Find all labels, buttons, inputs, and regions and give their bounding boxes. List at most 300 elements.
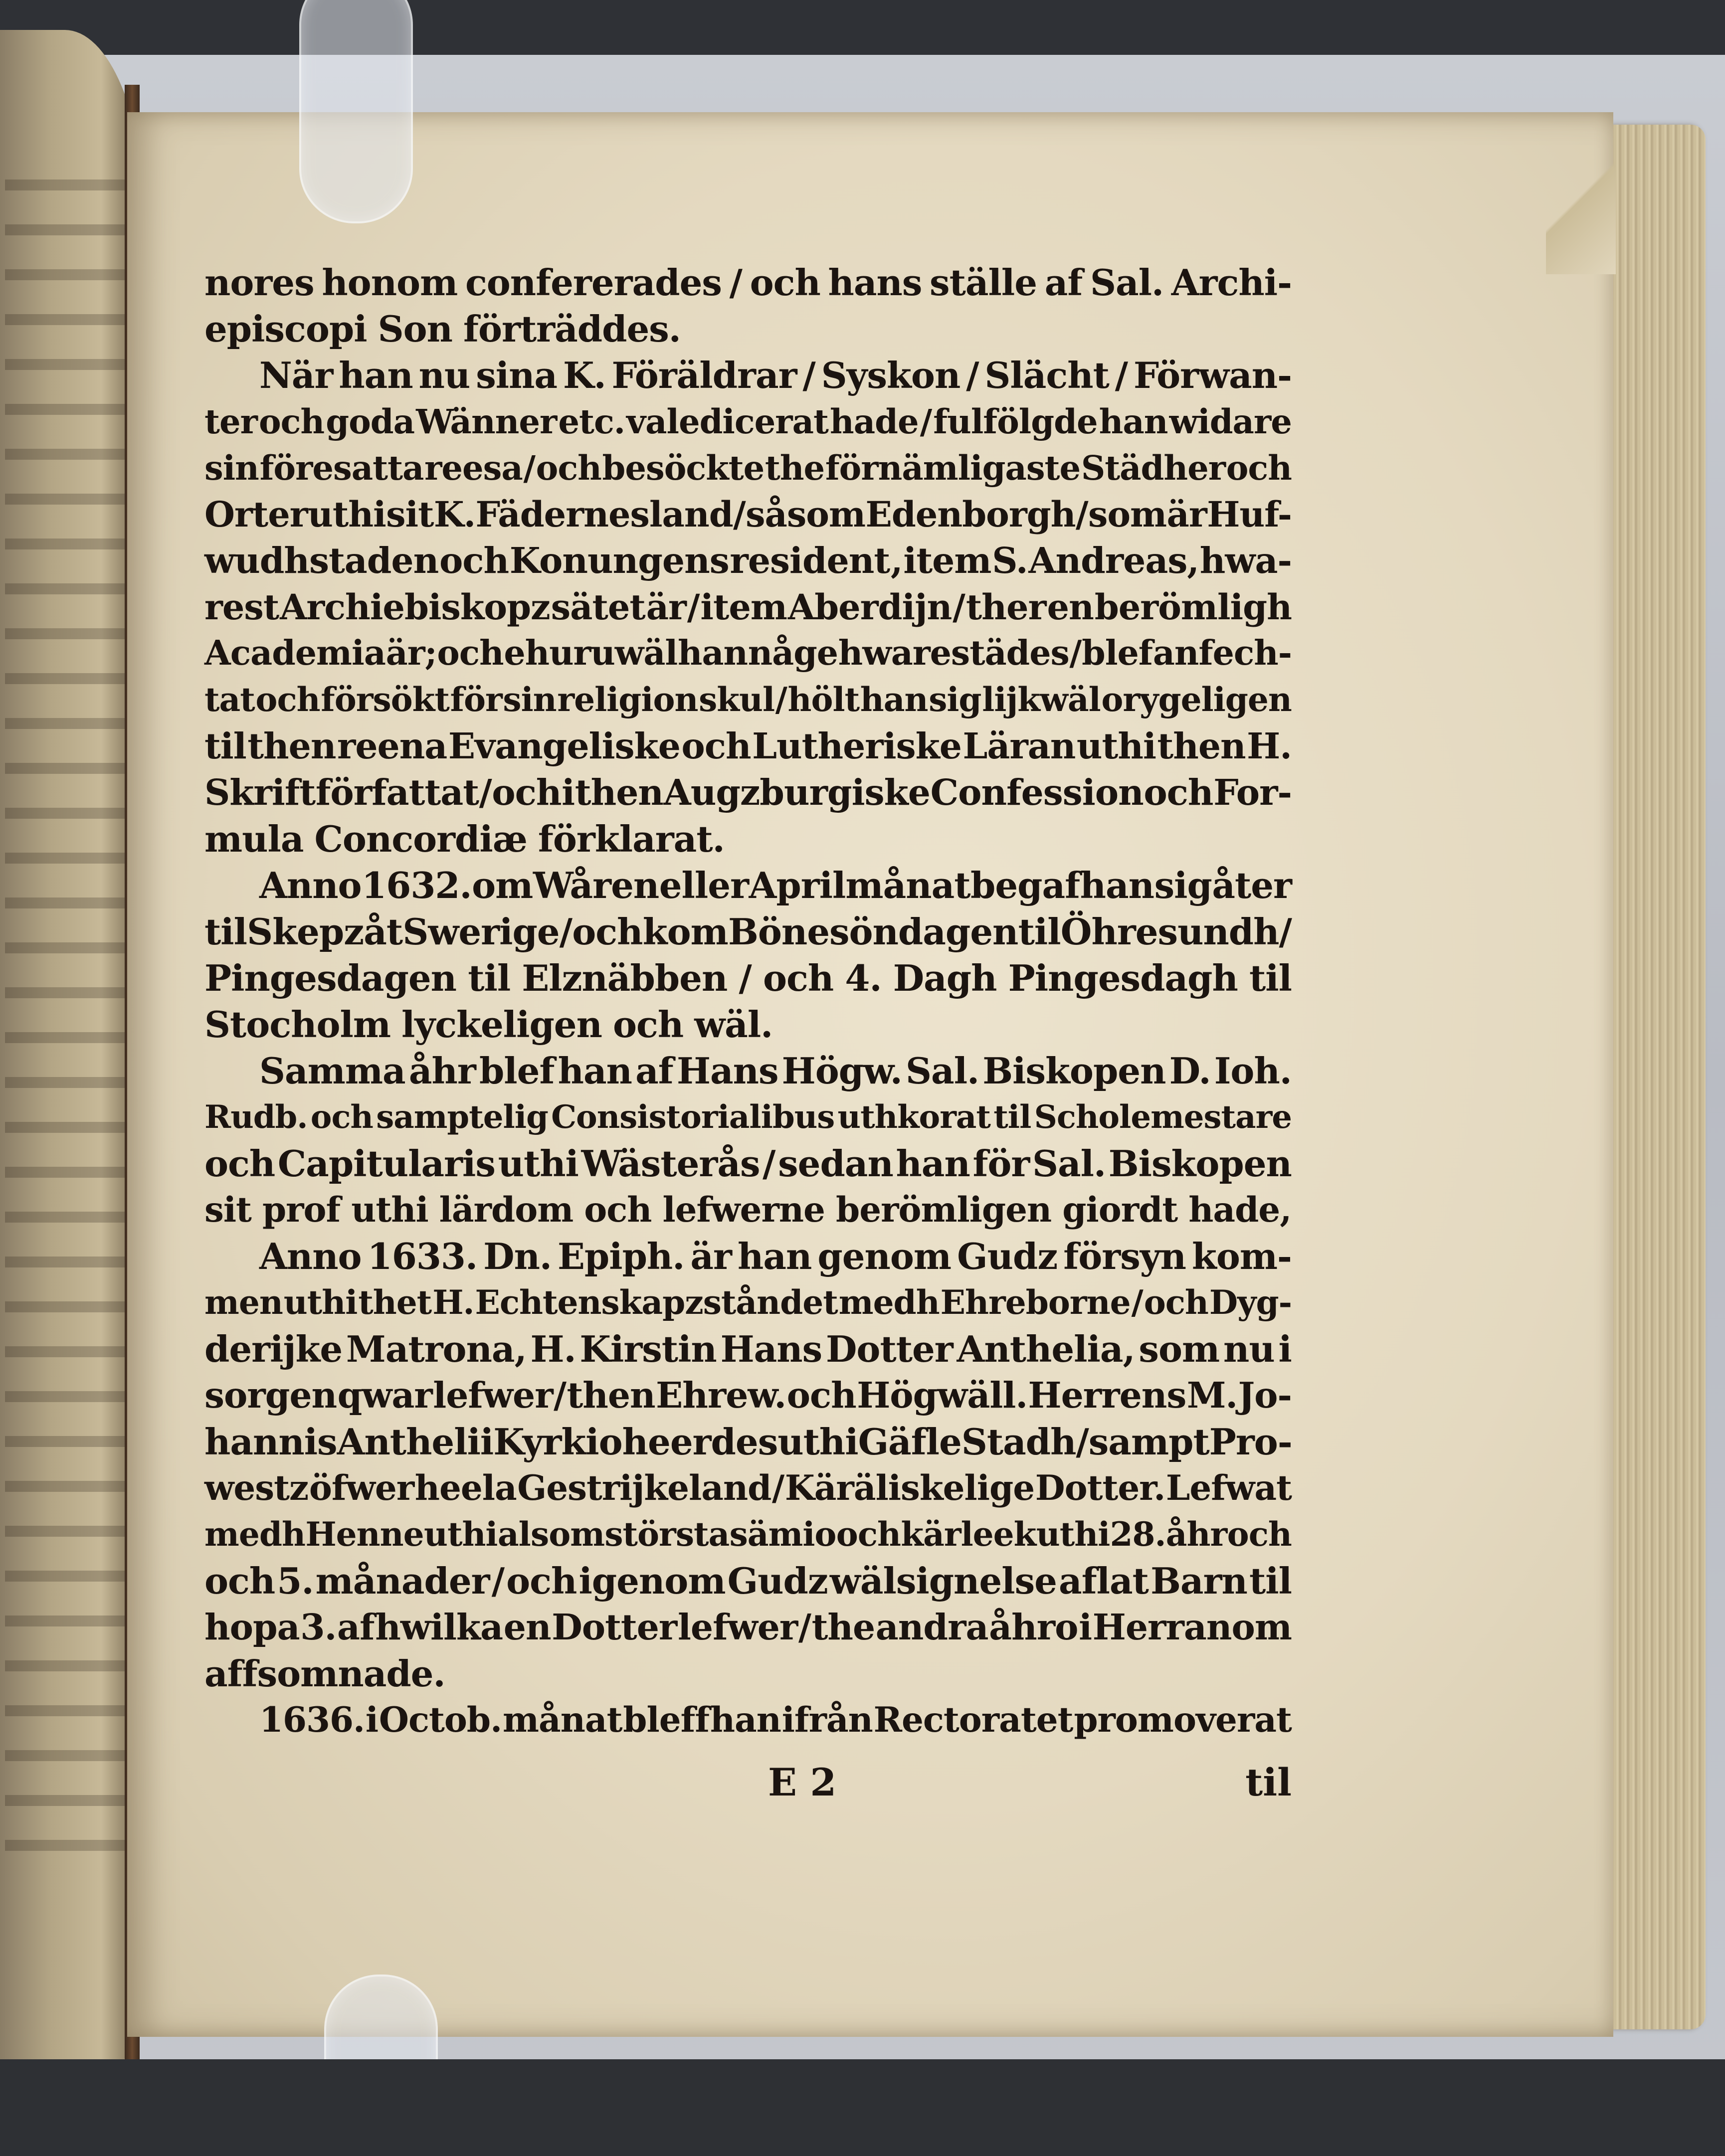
word: och <box>492 771 562 813</box>
word: eller <box>659 864 749 906</box>
word: han <box>738 1235 812 1277</box>
word: hannis <box>204 1421 337 1463</box>
text-line <box>204 352 1292 398</box>
word: Kirstin <box>579 1328 717 1370</box>
word: sampt <box>1088 1421 1209 1463</box>
word: Dn. <box>483 1235 552 1277</box>
word: / <box>523 448 535 488</box>
word: item <box>903 539 991 581</box>
word: för <box>450 680 502 719</box>
word: episcopi <box>204 308 367 350</box>
word: hopa <box>204 1606 300 1648</box>
word: Dotter <box>825 1328 953 1370</box>
word: widare <box>1169 402 1292 441</box>
word: Pingesdagh <box>1008 957 1238 999</box>
word: reesa <box>424 448 523 488</box>
word: blef <box>1082 633 1153 673</box>
word: Barn <box>1150 1560 1247 1602</box>
word: Sal. <box>1032 1142 1106 1185</box>
word: H. <box>1247 725 1292 767</box>
text-line <box>204 677 1292 723</box>
word: 4. <box>845 957 882 999</box>
word: kom <box>642 910 728 953</box>
text-line <box>204 1604 1292 1650</box>
word: han <box>558 1050 632 1092</box>
word: uthi <box>308 494 386 535</box>
word: , <box>890 539 903 581</box>
word: Fädernesland <box>475 494 733 535</box>
word: samptelig <box>376 1098 548 1136</box>
word: / <box>1279 910 1292 953</box>
word: han <box>1080 864 1154 906</box>
word: sina <box>476 354 558 396</box>
word: prof <box>262 1190 341 1230</box>
word: uthi <box>1076 725 1156 767</box>
word: och <box>1226 448 1292 488</box>
word: Biskopen <box>1108 1142 1292 1185</box>
text-line <box>204 445 1292 491</box>
word: hölt <box>787 680 860 719</box>
word: hade, <box>1188 1190 1292 1230</box>
word: 28. <box>1110 1515 1166 1554</box>
word: hwilka <box>375 1606 503 1648</box>
word: H. <box>530 1328 576 1370</box>
word: Ehreborne <box>940 1283 1131 1322</box>
word: Rectoratet <box>873 1700 1073 1740</box>
word: qwar <box>337 1374 432 1416</box>
word: lefwerne <box>662 1190 825 1230</box>
word: Dagh <box>893 957 997 999</box>
word: i <box>1079 1606 1092 1648</box>
word: hans <box>828 261 922 304</box>
word: / <box>772 1468 784 1508</box>
word: och <box>439 539 509 581</box>
word: K. <box>563 354 606 396</box>
text-line <box>204 816 1292 862</box>
word: resident <box>730 539 890 581</box>
word: ther <box>965 586 1046 628</box>
word: 1632. <box>362 864 472 906</box>
word: / <box>920 402 932 441</box>
word: berömligh <box>1094 586 1292 628</box>
word: i <box>1278 1328 1292 1370</box>
word: Biskopen <box>982 1050 1166 1092</box>
word: besöckte <box>602 448 765 488</box>
text-line <box>204 1326 1292 1372</box>
text-line <box>204 1001 1292 1048</box>
word: D. <box>1169 1050 1211 1092</box>
facing-page-text-bleed <box>5 180 130 1875</box>
word: Hans <box>676 1050 778 1092</box>
word: thet <box>358 1283 432 1322</box>
text-line <box>204 306 1292 352</box>
word: 1633. <box>367 1235 478 1277</box>
word: reena <box>337 725 447 767</box>
word: är; <box>385 633 437 673</box>
word: ter <box>204 402 257 441</box>
word: lefwer <box>433 1374 553 1416</box>
word: lyckeligen <box>401 1003 602 1046</box>
word: och <box>1144 1283 1208 1322</box>
word: Henne <box>305 1515 424 1554</box>
word: författat <box>315 771 479 813</box>
word: När <box>259 354 333 396</box>
word: som <box>531 1515 605 1554</box>
word: och <box>1144 771 1213 813</box>
word: Anno <box>259 864 362 906</box>
word: rest <box>204 586 279 628</box>
word: andra <box>875 1606 988 1648</box>
word: berömligen <box>835 1190 1052 1230</box>
word: uthi <box>1036 1515 1110 1554</box>
word: försökt <box>321 680 449 719</box>
word: Edenborgh <box>865 494 1076 535</box>
word: religion <box>557 680 698 719</box>
word: Sal. <box>906 1050 979 1092</box>
word: al <box>497 1515 531 1554</box>
word: Huf- <box>1207 494 1292 535</box>
text-line <box>204 955 1292 1001</box>
word: och <box>681 725 751 767</box>
word: Pro- <box>1209 1421 1292 1463</box>
word: Archi- <box>1171 261 1292 304</box>
word: åhr <box>1165 1515 1227 1554</box>
word: som <box>1088 494 1167 535</box>
word: / <box>1069 633 1082 673</box>
word: Dotter <box>552 1606 677 1648</box>
word: af <box>1044 261 1083 304</box>
text-line <box>204 1233 1292 1279</box>
word: Ehrew. <box>656 1374 786 1416</box>
word: månader <box>315 1560 490 1602</box>
word: / <box>1075 494 1088 535</box>
word: Bönesöndagen <box>728 910 1018 953</box>
word: sig <box>929 680 981 719</box>
word: Epiph. <box>558 1235 685 1277</box>
text-line <box>204 769 1292 816</box>
word: och <box>572 910 643 953</box>
word: som <box>1139 1328 1220 1370</box>
word: til <box>1018 910 1061 953</box>
word: Samma <box>259 1050 405 1092</box>
word: och <box>204 1142 275 1185</box>
word: nores <box>204 261 314 304</box>
word: Gäfle <box>858 1421 961 1463</box>
word: / <box>559 910 573 953</box>
word: S. <box>992 539 1028 581</box>
word: han <box>678 633 748 673</box>
word: Herrens <box>1028 1374 1186 1416</box>
word: etc. <box>558 402 625 441</box>
word: sig <box>1154 864 1212 906</box>
word: och <box>612 1003 684 1046</box>
word: Öhresundh <box>1060 910 1279 953</box>
text-line <box>204 630 1292 677</box>
text-line <box>204 1187 1292 1233</box>
word: öfwer <box>309 1468 414 1508</box>
word: valedicerat <box>626 402 828 441</box>
catchword: til <box>1245 1760 1292 1804</box>
word: wudhstaden <box>204 539 439 581</box>
text-line <box>204 398 1292 445</box>
word: then <box>567 1374 655 1416</box>
word: giordt <box>1062 1190 1178 1230</box>
text-line <box>204 584 1292 630</box>
word: lefwer <box>677 1606 798 1648</box>
word: goda <box>326 402 415 441</box>
word: / <box>1131 1283 1143 1322</box>
word: och <box>204 1560 275 1602</box>
word: största <box>604 1515 730 1554</box>
word: af <box>635 1050 673 1092</box>
text-line <box>204 862 1292 908</box>
word: sämio <box>729 1515 836 1554</box>
word: Förwan- <box>1133 354 1292 396</box>
word: Augzburgiske <box>663 771 930 813</box>
word: Rudb. <box>204 1098 308 1136</box>
word: Wästerås <box>581 1142 760 1185</box>
word: Konungens <box>509 539 729 581</box>
word: confererades <box>465 261 722 304</box>
word: then <box>1157 725 1246 767</box>
word: kärleek <box>901 1515 1036 1554</box>
word: anfech- <box>1152 633 1292 673</box>
text-line <box>204 1140 1292 1187</box>
word: och <box>506 1560 577 1602</box>
word: uthi <box>777 1421 858 1463</box>
word: / <box>1076 1421 1089 1463</box>
word: 5. <box>277 1560 314 1602</box>
word: Gudz <box>957 1235 1058 1277</box>
word: blef <box>479 1050 555 1092</box>
word: Andreas, <box>1028 539 1199 581</box>
word: / <box>763 1142 775 1185</box>
word: Dyg- <box>1209 1283 1292 1322</box>
word: bleff <box>623 1700 710 1740</box>
word: Dotter. <box>1035 1468 1165 1508</box>
word: Kyrkioheerdes <box>493 1421 778 1463</box>
word: igenom <box>578 1560 726 1602</box>
word: såsom <box>746 494 866 535</box>
word: sedan <box>778 1142 893 1185</box>
word: åt <box>364 910 403 953</box>
word: Echtenskapzståndet <box>475 1283 838 1322</box>
word: Elznäbben <box>522 957 728 999</box>
word: föresatta <box>259 448 424 488</box>
word: och <box>255 680 320 719</box>
word: fulfölgde <box>933 402 1098 441</box>
word: om <box>472 864 533 906</box>
word: han <box>339 354 413 396</box>
word: aflat <box>1059 1560 1149 1602</box>
word: 1636. <box>259 1700 365 1740</box>
word: til <box>1249 1560 1292 1602</box>
word: Föräldrar <box>611 354 797 396</box>
word: ifrån <box>781 1700 873 1740</box>
background-bottom <box>0 2059 1725 2156</box>
text-line <box>204 1697 1292 1743</box>
word: Stocholm <box>204 1003 391 1046</box>
word: / <box>775 680 787 719</box>
word: ehuruwäl <box>504 633 678 673</box>
word: nu <box>1223 1328 1275 1370</box>
word: tat <box>204 680 255 719</box>
word: han <box>860 680 928 719</box>
word: honom <box>322 261 458 304</box>
word: For- <box>1213 771 1292 813</box>
word: the <box>765 448 825 488</box>
word: medh <box>838 1283 940 1322</box>
word: ställe <box>930 261 1037 304</box>
word: uthi <box>351 1190 428 1230</box>
word: westz <box>204 1468 309 1508</box>
word: Ioh. <box>1214 1050 1292 1092</box>
word: affsomnade. <box>204 1652 445 1695</box>
word: Capitularis <box>277 1142 495 1185</box>
word: til <box>468 957 511 999</box>
word: derijke <box>204 1328 343 1370</box>
word: men <box>204 1283 283 1322</box>
text-line <box>204 538 1292 584</box>
word: någe <box>748 633 838 673</box>
word: / <box>953 586 965 628</box>
text-line <box>204 1094 1292 1140</box>
word: / <box>554 1374 567 1416</box>
word: Aprilmånat <box>749 864 970 906</box>
word: Slächt <box>984 354 1109 396</box>
word: Gudz <box>727 1560 828 1602</box>
word: Confession <box>930 771 1144 813</box>
word: Stadh <box>961 1421 1076 1463</box>
text-line <box>204 259 1292 306</box>
word: nu <box>418 354 470 396</box>
word: til <box>204 725 246 767</box>
word: hwarestädes <box>838 633 1069 673</box>
word: Anno <box>259 1235 362 1277</box>
text-line <box>204 908 1292 955</box>
word: til <box>1249 957 1292 999</box>
word: K. <box>433 494 476 535</box>
word: Consistorialibus <box>551 1098 835 1136</box>
word: sin <box>503 680 557 719</box>
word: / <box>491 1560 504 1602</box>
text-line <box>204 1048 1292 1094</box>
text-line <box>204 1372 1292 1419</box>
word: / <box>798 1606 811 1648</box>
word: förklarat. <box>538 818 725 860</box>
word: Evangeliske <box>448 725 680 767</box>
word: Högw. <box>781 1050 902 1092</box>
word: förträddes. <box>463 308 681 350</box>
word: han <box>896 1142 970 1185</box>
word: och <box>763 957 834 999</box>
word: H. <box>432 1283 474 1322</box>
word: af <box>337 1606 375 1648</box>
word: begaf <box>970 864 1080 906</box>
text-line <box>204 491 1292 538</box>
word: til <box>204 910 247 953</box>
word: sorgen <box>204 1374 337 1416</box>
word: uthi <box>283 1283 358 1322</box>
word: Anthelii <box>337 1421 494 1463</box>
word: medh <box>204 1515 305 1554</box>
word: och <box>536 448 601 488</box>
word: sit <box>204 1190 251 1230</box>
word: Syskon <box>821 354 960 396</box>
word: 3. <box>300 1606 337 1648</box>
body-text <box>204 259 1292 1743</box>
word: Wänner <box>416 402 557 441</box>
word: kom- <box>1191 1235 1292 1277</box>
word: Sal. <box>1090 261 1164 304</box>
word: sätet <box>551 586 645 628</box>
word: M. <box>1186 1374 1238 1416</box>
word: i <box>562 771 575 813</box>
word: orygeligen <box>1101 680 1292 719</box>
word: och <box>786 1374 856 1416</box>
word: en <box>503 1606 551 1648</box>
word: promoverat <box>1074 1700 1292 1740</box>
word: är <box>690 1235 732 1277</box>
text-line <box>204 1465 1292 1511</box>
word: Käräliskelige <box>784 1468 1035 1508</box>
text-line <box>204 1419 1292 1465</box>
word: och <box>836 1515 901 1554</box>
text-line <box>204 1511 1292 1558</box>
word: en <box>1047 586 1094 628</box>
word: Scholemestare <box>1034 1098 1292 1136</box>
page-footer <box>204 1760 1292 1805</box>
word: Skepz <box>247 910 364 953</box>
word: Hans <box>720 1328 822 1370</box>
word: Läran <box>962 725 1076 767</box>
word: Jo- <box>1238 1374 1292 1416</box>
word: för <box>972 1142 1030 1185</box>
word: Aberdijn <box>787 586 952 628</box>
word: Concordiæ <box>314 818 527 860</box>
word: Lefwat <box>1165 1468 1292 1508</box>
word: lijkwäl <box>982 680 1101 719</box>
word: hwa- <box>1199 539 1292 581</box>
word: och <box>437 633 504 673</box>
word: uthi <box>498 1142 578 1185</box>
word: skul <box>699 680 775 719</box>
word: Orter <box>204 494 308 535</box>
word: Octob. <box>379 1700 502 1740</box>
word: / <box>729 261 742 304</box>
word: han <box>710 1700 781 1740</box>
word: Pingesdagen <box>204 957 457 999</box>
word: til <box>993 1098 1031 1136</box>
word: åhr <box>408 1050 476 1092</box>
word: Anthelia, <box>957 1328 1135 1370</box>
word: är <box>646 586 686 628</box>
word: / <box>966 354 979 396</box>
word: genom <box>817 1235 952 1277</box>
word: Son <box>378 308 452 350</box>
word: / <box>479 771 492 813</box>
word: Swerige <box>402 910 560 953</box>
word: then <box>575 771 663 813</box>
word: / <box>687 586 700 628</box>
word: i <box>365 1700 379 1740</box>
word: Matrona, <box>346 1328 527 1370</box>
word: är <box>1166 494 1207 535</box>
text-line <box>204 1558 1292 1604</box>
word: Skrift <box>204 771 316 813</box>
signature-mark: E 2 <box>768 1760 837 1804</box>
word: heela <box>414 1468 517 1508</box>
